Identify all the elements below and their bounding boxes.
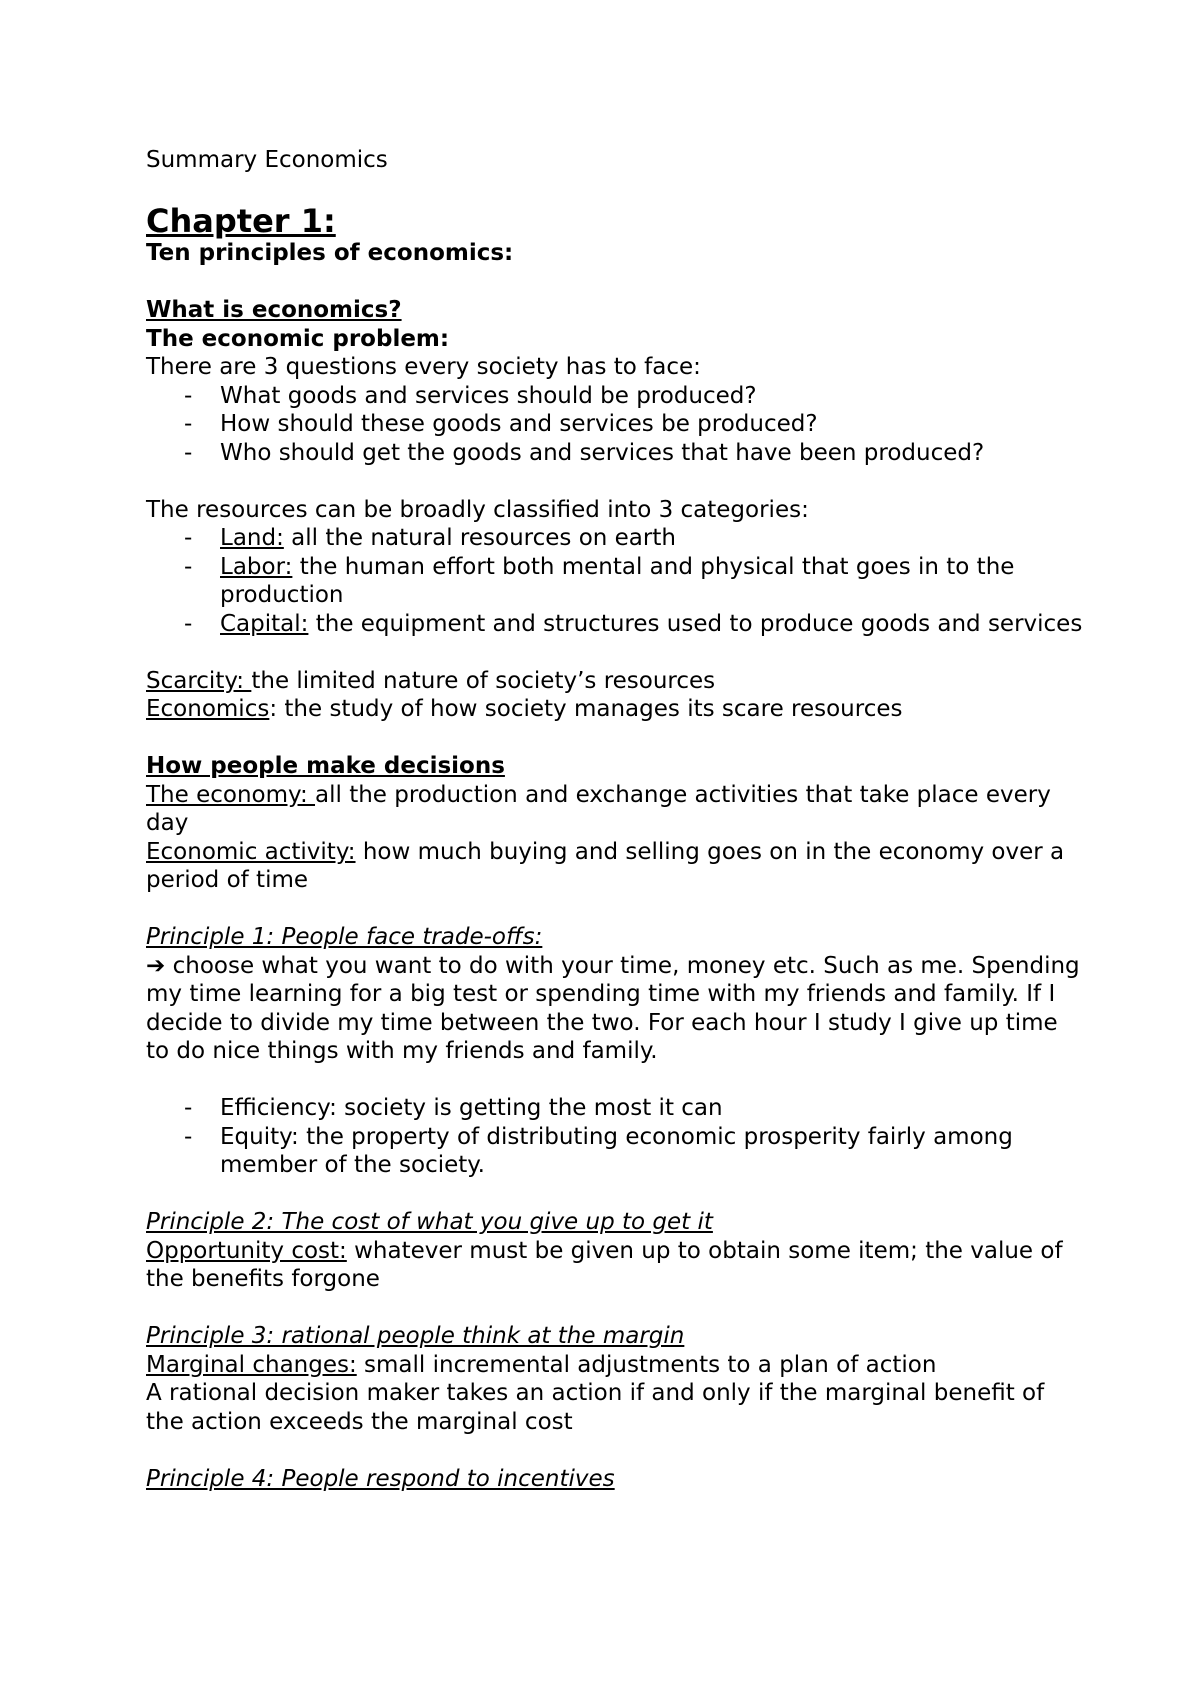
dash-bullet: - (184, 525, 193, 551)
principle-1-list (146, 1094, 1086, 1180)
blank-line (146, 467, 1086, 496)
document-page (146, 146, 1086, 1493)
definition-scarcity: Scarcity: the limited nature of society’s resources (146, 667, 716, 694)
chapter-heading: Chapter 1: (146, 202, 336, 240)
term-labor: Labor: (220, 553, 293, 580)
principle-2-heading: Principle 2: The cost of what you give up to get it (146, 1209, 713, 1235)
principle-1-text: ➔ choose what you want to do with your time, money etc. Such as me. Spending my time learning for a big test or spending time with my friends and family. If I decide to divide my time between the two. For each hour I study I give up time to do nice things with my friends and family. (146, 952, 1080, 1064)
chapter-subtitle: Ten principles of economics: (146, 240, 514, 266)
blank-line (146, 1436, 1086, 1465)
principle-3-heading: Principle 3: rational people think at the margin (146, 1323, 685, 1349)
dash-bullet: - (184, 1095, 193, 1121)
principle-1-heading: Principle 1: People face trade-offs: (146, 924, 543, 950)
term-land: Land: (220, 525, 284, 551)
dash-bullet: - (184, 411, 193, 437)
principle-3-text: A rational decision maker takes an action if and only if the marginal benefit of the action exceeds the marginal cost (146, 1380, 1045, 1435)
questions-list (146, 382, 1086, 468)
blank-line (146, 895, 1086, 924)
blank-line (146, 1180, 1086, 1209)
definition-economics: Economics: the study of how society manages its scare resources (146, 696, 903, 722)
arrow-icon: ➔ (146, 952, 166, 979)
document-title: Summary Economics (146, 147, 388, 173)
principle-4-heading: Principle 4: People respond to incentives (146, 1465, 615, 1492)
resources-list (146, 524, 1086, 638)
dash-bullet: - (184, 1123, 193, 1150)
dash-bullet: - (184, 382, 193, 409)
section-heading-what-is-economics: What is economics? (146, 297, 402, 323)
definition-economic-activity: Economic activity: how much buying and selling goes on in the economy over a period of time (146, 838, 1065, 893)
definition-economy: The economy: all the production and exchange activities that take place every day (146, 781, 1051, 836)
definition-opportunity-cost: Opportunity cost: whatever must be given up to obtain some item; the value of the benefits forgone (146, 1237, 1063, 1292)
dash-bullet: - (184, 610, 193, 637)
list-item: - Who should get the goods and services that have been produced? (184, 439, 985, 466)
blank-line (146, 268, 1086, 297)
list-item: - Labor: the human effort both mental and physical that goes in to the production (184, 553, 1015, 608)
list-item: - How should these goods and services be produced? (184, 411, 818, 437)
list-item: - Efficiency: society is getting the most it can (184, 1095, 723, 1121)
subheading-economic-problem: The economic problem: (146, 325, 450, 352)
blank-line (146, 638, 1086, 667)
blank-line (146, 1294, 1086, 1323)
list-item: - Equity: the property of distributing economic prosperity fairly among member of the society. (184, 1123, 1013, 1178)
dash-bullet: - (184, 553, 193, 580)
questions-intro: There are 3 questions every society has to face: (146, 354, 701, 380)
list-item: - What goods and services should be produced? (184, 382, 757, 409)
resources-intro: The resources can be broadly classified into 3 categories: (146, 496, 809, 523)
blank-line (146, 724, 1086, 753)
section-heading-decisions: How people make decisions (146, 753, 505, 779)
blank-line (146, 1066, 1086, 1095)
list-item: - Land: all the natural resources on earth (184, 525, 676, 551)
dash-bullet: - (184, 439, 193, 466)
term-capital: Capital: (220, 610, 309, 637)
definition-marginal-changes: Marginal changes: small incremental adjustments to a plan of action (146, 1351, 937, 1378)
list-item: - Capital: the equipment and structures used to produce goods and services (184, 610, 1083, 637)
